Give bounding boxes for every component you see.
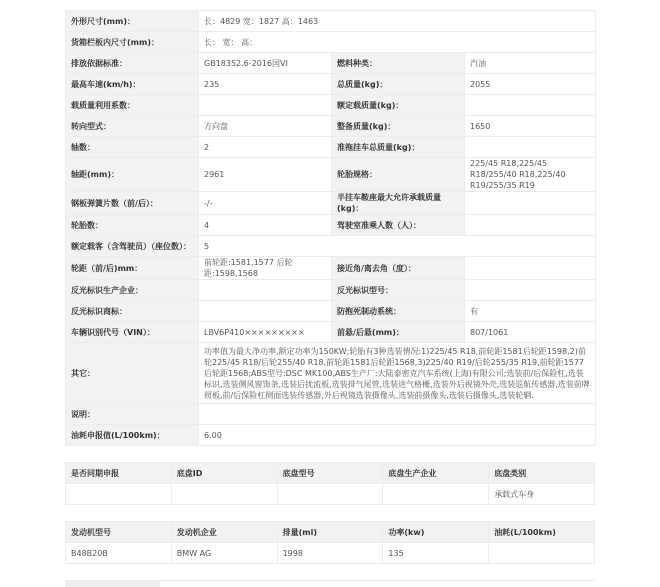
- spec-row: [66, 322, 596, 343]
- spec-value: 807/1061: [465, 322, 596, 343]
- spec-value: [465, 215, 596, 236]
- engine-header-cell: 排量(ml): [277, 522, 383, 543]
- chassis-header-cell: 底盘型号: [277, 463, 383, 484]
- engine-row-cell: BMW AG: [171, 543, 277, 564]
- engine-row: [66, 543, 595, 564]
- spec-row: [66, 236, 596, 257]
- chassis-row-cell: [383, 484, 489, 505]
- spec-value: 有: [465, 301, 596, 322]
- spec-value: 2: [199, 137, 332, 158]
- chassis-row-cell: [277, 484, 383, 505]
- spec-label: 最高车速(km/h)：: [66, 74, 199, 95]
- spec-value: 2055: [465, 74, 596, 95]
- spec-label: 说明：: [66, 404, 199, 425]
- spec-row: [66, 95, 596, 116]
- spec-row: [66, 32, 596, 53]
- spec-row: [66, 343, 596, 404]
- spec-value: [199, 280, 332, 301]
- next-table-stub: [65, 580, 595, 587]
- chassis-header-cell: 底盘类别: [489, 463, 595, 484]
- spec-value: 225/45 R18,225/45 R18/255/40 R18,225/40 R19/255/35 R19: [465, 158, 596, 192]
- spec-label: 总质量(kg)：: [332, 74, 465, 95]
- spec-label: 其它：: [66, 343, 199, 404]
- spec-row: [66, 137, 596, 158]
- spec-row: [66, 192, 596, 215]
- chassis-row: [66, 484, 595, 505]
- spec-label: 额定载客（含驾驶员）（座位数）：: [66, 236, 199, 257]
- vehicle-spec-table: [65, 10, 596, 446]
- spec-label: 反光标识型号：: [332, 280, 465, 301]
- engine-header-cell: 发动机型号: [66, 522, 172, 543]
- spec-row: [66, 53, 596, 74]
- spec-value: 方向盘: [199, 116, 332, 137]
- spec-label: 排放依据标准：: [66, 53, 199, 74]
- spec-value: 4: [199, 215, 332, 236]
- chassis-header-cell: 底盘生产企业: [383, 463, 489, 484]
- spec-value: 235: [199, 74, 332, 95]
- engine-row-cell: [489, 543, 595, 564]
- spec-row: [66, 215, 596, 236]
- spec-value: 长：4829 宽：1827 高：1463: [199, 11, 596, 32]
- engine-header-cell: 功率(kw): [383, 522, 489, 543]
- spec-value: 2961: [199, 158, 332, 192]
- spec-row: [66, 11, 596, 32]
- spec-label: 轮距（前/后)mm：: [66, 257, 199, 280]
- spec-label: 外形尺寸(mm)：: [66, 11, 199, 32]
- spec-row: [66, 404, 596, 425]
- spec-label: 半挂车鞍座最大允许承载质量(kg)：: [332, 192, 465, 215]
- spec-label: 轮胎规格：: [332, 158, 465, 192]
- spec-label: 准拖挂车总质量(kg)：: [332, 137, 465, 158]
- engine-row-cell: B48B20B: [66, 543, 172, 564]
- spec-label: 货箱栏板内尺寸(mm)：: [66, 32, 199, 53]
- spec-label: 额定载质量(kg)：: [332, 95, 465, 116]
- spec-row: [66, 116, 596, 137]
- engine-table: [65, 521, 595, 564]
- engine-header-cell: 发动机企业: [171, 522, 277, 543]
- spec-label: 载质量利用系数：: [66, 95, 199, 116]
- spec-value: [199, 404, 596, 425]
- spec-value: [465, 257, 596, 280]
- spec-row: [66, 425, 596, 446]
- spec-value: 功率值为最大净功率,额定功率为150KW;轮胎有3种选装情况:1)225/45 R18,前轮距1581后轮距1598,2)前轮225/45 R18/后轮255/40 R18,前轮距1581后轮距1568,3)225/40 R19/后轮255/35 R19,前轮距1577后轮距1568;ABS型号:DSC MK100,ABS生产厂:大陆泰密克汽车系统(上海)有限公司;选装前/后保险杠,选装标识,选装侧风窗饰条,选装后扰流板,选装排气尾管,选装进气格栅,选装外后视镜外壳,选装巡航传感器,选装前牌照板,前/后保险杠侧面选装传感器,外后视镜选装摄像头,选装前摄像头,选装后摄像头,选装轮辋.: [199, 343, 596, 404]
- chassis-header-cell: 是否同期申报: [66, 463, 172, 484]
- spec-label: 车辆识别代号（VIN）：: [66, 322, 199, 343]
- chassis-row-cell: [66, 484, 172, 505]
- spec-label: 防抱死制动系统：: [332, 301, 465, 322]
- spec-row: [66, 280, 596, 301]
- engine-row-cell: 135: [383, 543, 489, 564]
- spec-row: [66, 301, 596, 322]
- spec-label: 燃料种类：: [332, 53, 465, 74]
- spec-value: 6.00: [199, 425, 596, 446]
- spec-label: 转向型式：: [66, 116, 199, 137]
- spec-value: 汽油: [465, 53, 596, 74]
- spec-label: 反光标识商标：: [66, 301, 199, 322]
- spec-value: 1650: [465, 116, 596, 137]
- spec-label: 钢板弹簧片数（前/后）：: [66, 192, 199, 215]
- engine-header-cell: 油耗(L/100km): [489, 522, 595, 543]
- chassis-row-cell: 承载式车身: [489, 484, 595, 505]
- spec-value: [465, 95, 596, 116]
- engine-header: [66, 522, 595, 543]
- spec-label: 前悬/后悬(mm)：: [332, 322, 465, 343]
- spec-row: [66, 74, 596, 95]
- spec-label: 反光标识生产企业：: [66, 280, 199, 301]
- spec-value: [199, 95, 332, 116]
- spec-label: 轮胎数：: [66, 215, 199, 236]
- spec-label: 轴距(mm)：: [66, 158, 199, 192]
- spec-value: [465, 280, 596, 301]
- spec-value: [465, 192, 596, 215]
- spec-row: [66, 158, 596, 192]
- engine-row-cell: 1998: [277, 543, 383, 564]
- spec-row: [66, 257, 596, 280]
- spec-label: 轴数：: [66, 137, 199, 158]
- chassis-header-cell: 底盘ID: [171, 463, 277, 484]
- spec-value: LBV6P410×××××××××: [199, 322, 332, 343]
- spec-value: 前轮距:1581,1577 后轮距:1598,1568: [199, 257, 332, 280]
- spec-value: -/-: [199, 192, 332, 215]
- chassis-header: [66, 463, 595, 484]
- spec-value: 5: [199, 236, 596, 257]
- spec-label: 接近角/离去角（度）：: [332, 257, 465, 280]
- spec-label: 驾驶室准乘人数（人）：: [332, 215, 465, 236]
- spec-label: 油耗申报值(L/100km)：: [66, 425, 199, 446]
- spec-value: 长： 宽： 高：: [199, 32, 596, 53]
- chassis-row-cell: [171, 484, 277, 505]
- spec-value: GB18352.6-2016国VI: [199, 53, 332, 74]
- spec-value: [465, 137, 596, 158]
- spec-value: [199, 301, 332, 322]
- chassis-table: [65, 462, 595, 505]
- spec-label: 整备质量(kg)：: [332, 116, 465, 137]
